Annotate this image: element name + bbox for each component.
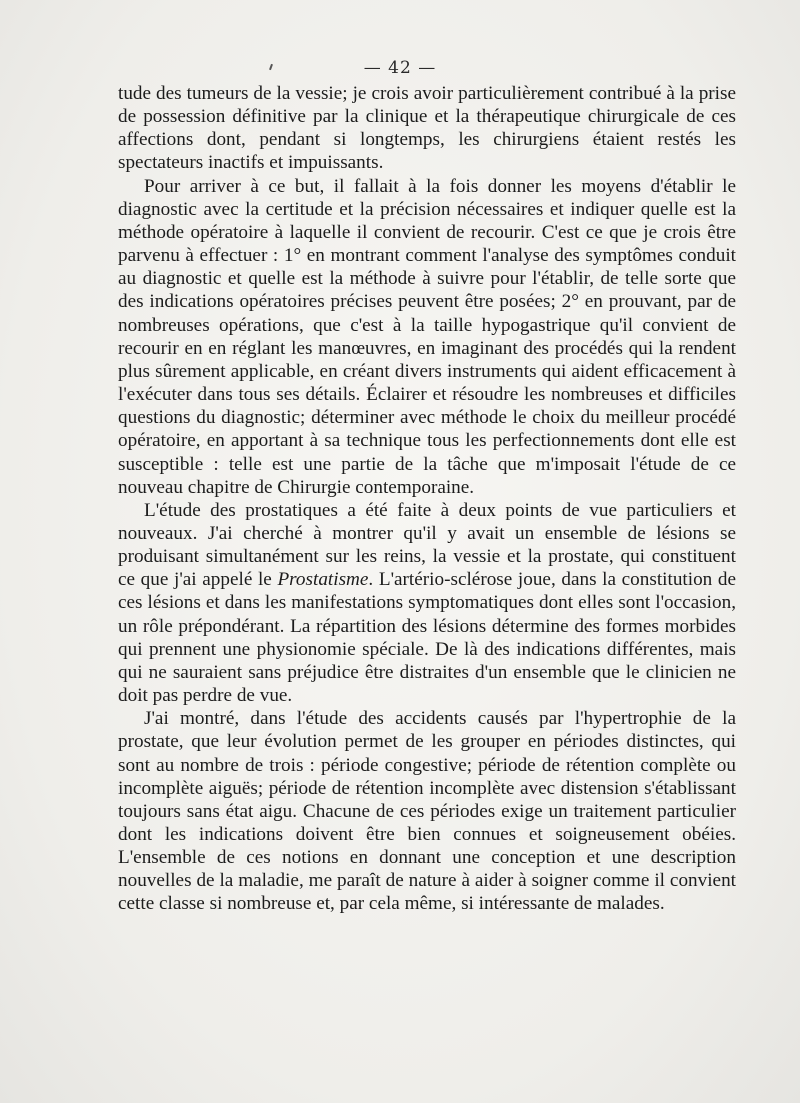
paragraph-prostatism-before: L'étude des prostatiques a été faite à deux points de vue particuliers et nouveaux. J'ai cherché à montrer qu'il y avait un ensemble de lésions se produisant simultanément sur les reins, la vessie et la prostate, qui constituent ce que j'ai appelé le — [118, 499, 736, 591]
body-text — [118, 82, 736, 916]
paragraph-continuation: tude des tumeurs de la vessie; je crois avoir particulièrement contribué à la prise de possession définitive par la clinique et la thérapeutique chirurgicale de ces affections dont, pendant si longtemps, les chirurgiens étaient restés les spectateurs inactifs et impuissants. — [118, 83, 736, 174]
page-number: — 42 — — [363, 58, 437, 78]
paragraph-prostatism-after: . L'artério-sclérose joue, dans la constitution de ces lésions et dans les manifestations symptomatiques dont elles sont l'occasion, un rôle prépondérant. La répartition des lésions détermine des formes morbides qui prennent une physionomie spéciale. De là des indications différentes, mais qui ne sauraient sans préjudice être distraites d'un ensemble que le clinicien ne doit pas perdre de vue. — [118, 569, 737, 707]
prostatism-term: Prostatisme — [277, 569, 369, 591]
paragraph-diagnostic-method: Pour arriver à ce but, il fallait à la fois donner les moyens d'établir le diagnostic avec la certitude et la précision nécessaires et indiquer quelle est la méthode opératoire à laquelle il convient de recourir. C'est ce que je crois être parvenu à effectuer : 1° en montrant comment l'analyse des symptômes conduit au diagnostic et quelle est la méthode à suivre pour l'établir, de telle sorte que des indications opératoires précises peuvent être posées; 2° en prouvant, par de nombreuses opérations, que c'est à la taille hypogastrique qu'il convient de recourir en en réglant les manœuvres, en imaginant des procédés qui la rendent plus sûrement applicable, en créant divers instruments qui aident efficacement à l'exécuter dans tous ses détails. Éclairer et résoudre les nombreuses et difficiles questions du diagnostic; déterminer avec méthode le choix du meilleur procédé opératoire, en apportant à sa technique tous les perfectionnements dont elle est susceptible : telle est une partie de la tâche que m'imposait l'étude de ce nouveau chapitre de Chirurgie contemporaine. — [118, 175, 736, 498]
paragraph-prostatism — [118, 499, 736, 707]
paragraph-prostate-periods: J'ai montré, dans l'étude des accidents causés par l'hypertrophie de la prostate, que leur évolution permet de les grouper en périodes distinctes, qui sont au nombre de trois : période congestive; période de rétention complète ou incomplète aiguës; période de rétention incomplète avec distension s'établissant toujours sans état aigu. Chacune de ces périodes exige un traitement particulier dont les indications doivent être bien connues et soigneusement obéies. L'ensemble de ces notions en donnant une conception et une description nouvelles de la maladie, me paraît de nature à aider à soigner comme il convient cette classe si nombreuse et, par cela même, si intéressante de malades. — [118, 708, 736, 915]
